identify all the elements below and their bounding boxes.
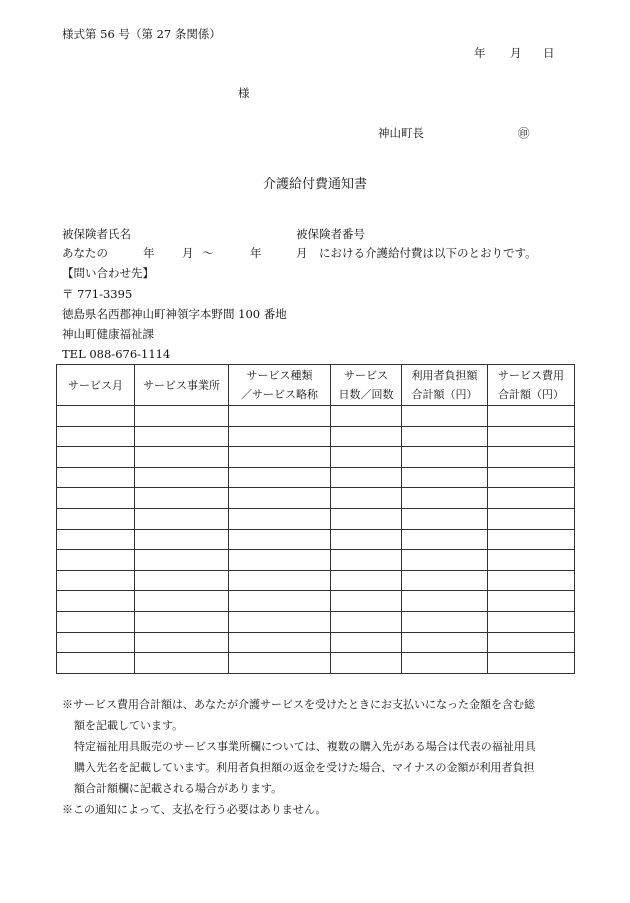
header-service-cost-total: サービス費用 合計額（円） [488, 365, 575, 406]
table-cell [331, 406, 402, 427]
table-cell [229, 426, 331, 447]
table-row [57, 488, 575, 509]
table-cell [229, 467, 331, 488]
table-cell [135, 550, 229, 571]
table-cell [402, 488, 488, 509]
table-cell [488, 632, 575, 653]
table-cell [135, 653, 229, 674]
table-cell [57, 406, 135, 427]
table-cell [229, 611, 331, 632]
header-user-charge-total: 利用者負担額 合計額（円） [402, 365, 488, 406]
table-cell [331, 632, 402, 653]
table-cell [229, 406, 331, 427]
table-cell [488, 550, 575, 571]
table-cell [402, 508, 488, 529]
table-cell [488, 570, 575, 591]
seal-mark: ㊞ [518, 126, 530, 140]
contact-tel: TEL 088-676-1114 [62, 347, 171, 361]
table-cell [57, 508, 135, 529]
table-cell [331, 611, 402, 632]
table-row [57, 570, 575, 591]
table-row [57, 550, 575, 571]
table-cell [135, 591, 229, 612]
table-cell [402, 467, 488, 488]
table-cell [135, 570, 229, 591]
table-cell [488, 653, 575, 674]
note-2-line-1: 特定福祉用具販売のサービス事業所欄については、複数の購入先がある場合は代表の福祉用具 [74, 740, 536, 753]
table-cell [402, 426, 488, 447]
table-cell [57, 529, 135, 550]
period-prefix: あなたの [62, 246, 108, 260]
table-cell [229, 591, 331, 612]
table-cell [331, 467, 402, 488]
table-body [57, 406, 575, 674]
table-row [57, 447, 575, 468]
table-cell [57, 653, 135, 674]
table-row [57, 653, 575, 674]
table-cell [331, 447, 402, 468]
table-row [57, 467, 575, 488]
table-cell [229, 550, 331, 571]
table-cell [402, 406, 488, 427]
table-cell [331, 570, 402, 591]
period-suffix: における介護給付費は以下のとおりです。 [319, 246, 537, 260]
table-cell [57, 591, 135, 612]
contact-zip: 〒 771-3395 [62, 287, 133, 301]
table-row [57, 632, 575, 653]
table-cell [488, 591, 575, 612]
header-service-provider: サービス事業所 [135, 365, 229, 406]
table-cell [135, 508, 229, 529]
table-row [57, 406, 575, 427]
table-cell [229, 488, 331, 509]
table-cell [402, 632, 488, 653]
table-cell [57, 447, 135, 468]
table-cell [331, 653, 402, 674]
header-service-type: サービス種類 ／サービス略称 [229, 365, 331, 406]
table-cell [57, 426, 135, 447]
table-cell [135, 611, 229, 632]
date-day-label: 日 [543, 46, 555, 60]
table-cell [488, 426, 575, 447]
table-cell [402, 550, 488, 571]
table-cell [488, 611, 575, 632]
table-cell [229, 447, 331, 468]
contact-address: 徳島県名西郡神山町神領字本野間 100 番地 [62, 307, 287, 321]
recipient-suffix: 様 [238, 86, 250, 100]
table-cell [331, 591, 402, 612]
table-cell [135, 529, 229, 550]
insured-name-label: 被保険者氏名 [62, 227, 131, 241]
form-number: 様式第 56 号（第 27 条関係） [62, 27, 221, 41]
period-end-year: 年 [250, 246, 262, 260]
table-cell [135, 488, 229, 509]
table-cell [331, 550, 402, 571]
table-cell [57, 488, 135, 509]
period-tilde: ～ [202, 246, 214, 260]
date-month-label: 月 [510, 46, 522, 60]
table-cell [57, 632, 135, 653]
benefit-table [56, 364, 575, 674]
insured-number-label: 被保険者番号 [296, 227, 365, 241]
date-year-label: 年 [474, 46, 486, 60]
period-end-month: 月 [296, 246, 308, 260]
table-cell [488, 529, 575, 550]
table-cell [57, 550, 135, 571]
table-cell [331, 508, 402, 529]
table-cell [229, 570, 331, 591]
table-cell [402, 611, 488, 632]
table-row [57, 591, 575, 612]
table-cell [331, 426, 402, 447]
table-row [57, 508, 575, 529]
table-row [57, 426, 575, 447]
table-cell [488, 488, 575, 509]
table-cell [402, 591, 488, 612]
period-start-year: 年 [143, 246, 155, 260]
issuer-name: 神山町長 [378, 126, 424, 140]
table-row [57, 611, 575, 632]
table-cell [57, 570, 135, 591]
table-cell [229, 653, 331, 674]
contact-heading: 【問い合わせ先】 [62, 266, 154, 280]
table-cell [331, 529, 402, 550]
note-1-line-2: 額を記載しています。 [74, 719, 184, 732]
table-cell [135, 632, 229, 653]
table-row [57, 529, 575, 550]
header-service-days: サービス 日数／回数 [331, 365, 402, 406]
note-2-line-3: 額合計額欄に記載される場合があります。 [74, 782, 283, 795]
table-cell [135, 467, 229, 488]
contact-department: 神山町健康福祉課 [62, 327, 154, 341]
table-cell [488, 406, 575, 427]
table-cell [229, 632, 331, 653]
note-3: ※この通知によって、支払を行う必要はありません。 [62, 803, 327, 816]
note-1-line-1: ※サービス費用合計額は、あなたが介護サービスを受けたときにお支払いになった金額を含む総 [62, 698, 535, 711]
table-cell [229, 508, 331, 529]
table-cell [229, 529, 331, 550]
table-cell [135, 406, 229, 427]
table-cell [488, 467, 575, 488]
period-start-month: 月 [182, 246, 194, 260]
header-service-month: サービス月 [57, 365, 135, 406]
table-cell [402, 447, 488, 468]
table-cell [488, 508, 575, 529]
table-header-row [57, 365, 575, 406]
table-cell [57, 611, 135, 632]
note-2-line-2: 購入先名を記載しています。利用者負担額の返金を受けた場合、マイナスの金額が利用者負担 [74, 761, 535, 774]
table-cell [331, 488, 402, 509]
document-title: 介護給付費通知書 [262, 177, 367, 192]
table-cell [402, 570, 488, 591]
table-cell [488, 447, 575, 468]
table-cell [57, 467, 135, 488]
table-cell [402, 529, 488, 550]
notes [62, 694, 582, 820]
table-cell [135, 447, 229, 468]
table-cell [402, 653, 488, 674]
table-cell [135, 426, 229, 447]
